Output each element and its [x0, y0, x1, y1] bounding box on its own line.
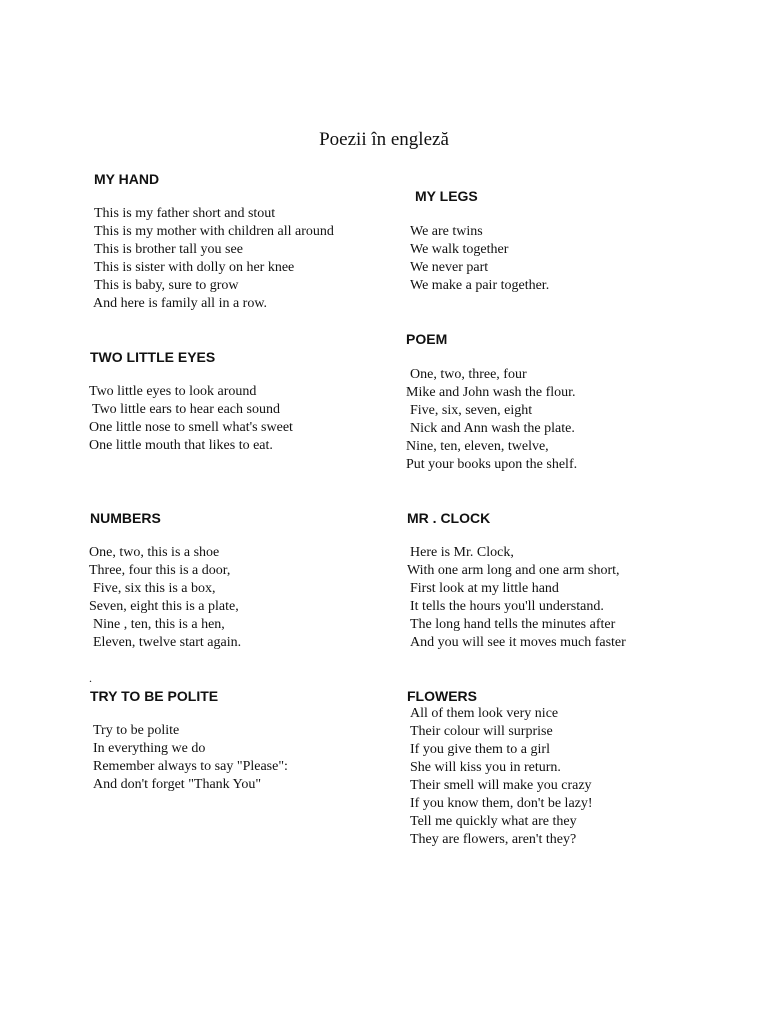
poem-line: All of them look very nice [410, 706, 559, 721]
poem-line: Five, six, seven, eight [410, 403, 533, 418]
poem-line: We never part [410, 260, 489, 275]
poem-line: One little mouth that likes to eat. [89, 438, 273, 453]
poem-line: Their colour will surprise [410, 724, 553, 739]
poem-line: One, two, three, four [410, 367, 527, 382]
poem-line: Two little ears to hear each sound [92, 402, 280, 417]
poem-line: If you know them, don't be lazy! [410, 796, 593, 811]
poem-line: She will kiss you in return. [410, 760, 561, 775]
poem-line: Eleven, twelve start again. [93, 635, 242, 650]
poem-line: We walk together [410, 242, 509, 257]
poem-line: They are flowers, aren't they? [410, 832, 577, 847]
poem-my-hand [94, 170, 334, 313]
poem-line: Put your books upon the shelf. [406, 457, 578, 472]
poem-mr-clock [407, 509, 626, 652]
poem-line: And don't forget "Thank You" [93, 777, 262, 792]
poem-line: With one arm long and one arm short, [407, 563, 620, 578]
poem-line: One, two, this is a shoe [89, 545, 220, 560]
poem-line: This is baby, sure to grow [94, 278, 239, 293]
poem-line: Five, six this is a box, [93, 581, 216, 596]
poem-line: Seven, eight this is a plate, [89, 599, 239, 614]
poem-heading: MY LEGS [415, 188, 478, 204]
poem-flowers [407, 687, 593, 849]
poem-line: One little nose to smell what's sweet [89, 420, 293, 435]
poem-heading: MY HAND [94, 171, 160, 187]
poem-line: This is my mother with children all around [94, 224, 334, 239]
poem-poem [406, 330, 577, 474]
page-title: Poezii în engleză [319, 129, 449, 150]
poem-try-to-be-polite [90, 687, 288, 794]
poem-line: Three, four this is a door, [89, 563, 231, 578]
poem-line: Here is Mr. Clock, [410, 545, 514, 560]
poem-line: Remember always to say "Please": [93, 759, 288, 774]
poem-heading: NUMBERS [90, 510, 161, 526]
poem-line: And you will see it moves much faster [410, 635, 626, 650]
poem-line: First look at my little hand [410, 581, 559, 596]
poem-line: Their smell will make you crazy [410, 778, 592, 793]
poem-heading: TRY TO BE POLITE [90, 688, 219, 704]
poem-heading: POEM [406, 331, 448, 347]
poem-line: And here is family all in a row. [93, 296, 268, 311]
poem-line: Mike and John wash the flour. [406, 385, 576, 400]
poem-line: If you give them to a girl [410, 742, 550, 757]
poem-line: Nine, ten, eleven, twelve, [406, 439, 549, 454]
poem-line: Nine , ten, this is a hen, [93, 617, 225, 632]
poem-line: Two little eyes to look around [89, 384, 257, 399]
poem-heading: MR . CLOCK [407, 510, 491, 526]
poem-line: We are twins [410, 224, 483, 239]
poem-line: It tells the hours you'll understand. [410, 599, 604, 614]
stray-mark: . [89, 671, 92, 685]
poem-line: This is brother tall you see [94, 242, 243, 257]
poem-heading: FLOWERS [407, 688, 477, 704]
poem-line: In everything we do [93, 741, 206, 756]
poem-my-legs [410, 187, 550, 295]
poem-line: The long hand tells the minutes after [410, 617, 616, 632]
poem-line: Tell me quickly what are they [410, 814, 577, 829]
poem-numbers [90, 509, 241, 652]
poem-line: We make a pair together. [410, 278, 550, 293]
poem-line: This is sister with dolly on her knee [94, 260, 295, 275]
poem-line: Try to be polite [93, 723, 180, 738]
poem-line: This is my father short and stout [94, 206, 276, 221]
poem-line: Nick and Ann wash the plate. [410, 421, 575, 436]
poem-heading: TWO LITTLE EYES [90, 349, 216, 365]
poem-two-little-eyes [90, 348, 293, 455]
